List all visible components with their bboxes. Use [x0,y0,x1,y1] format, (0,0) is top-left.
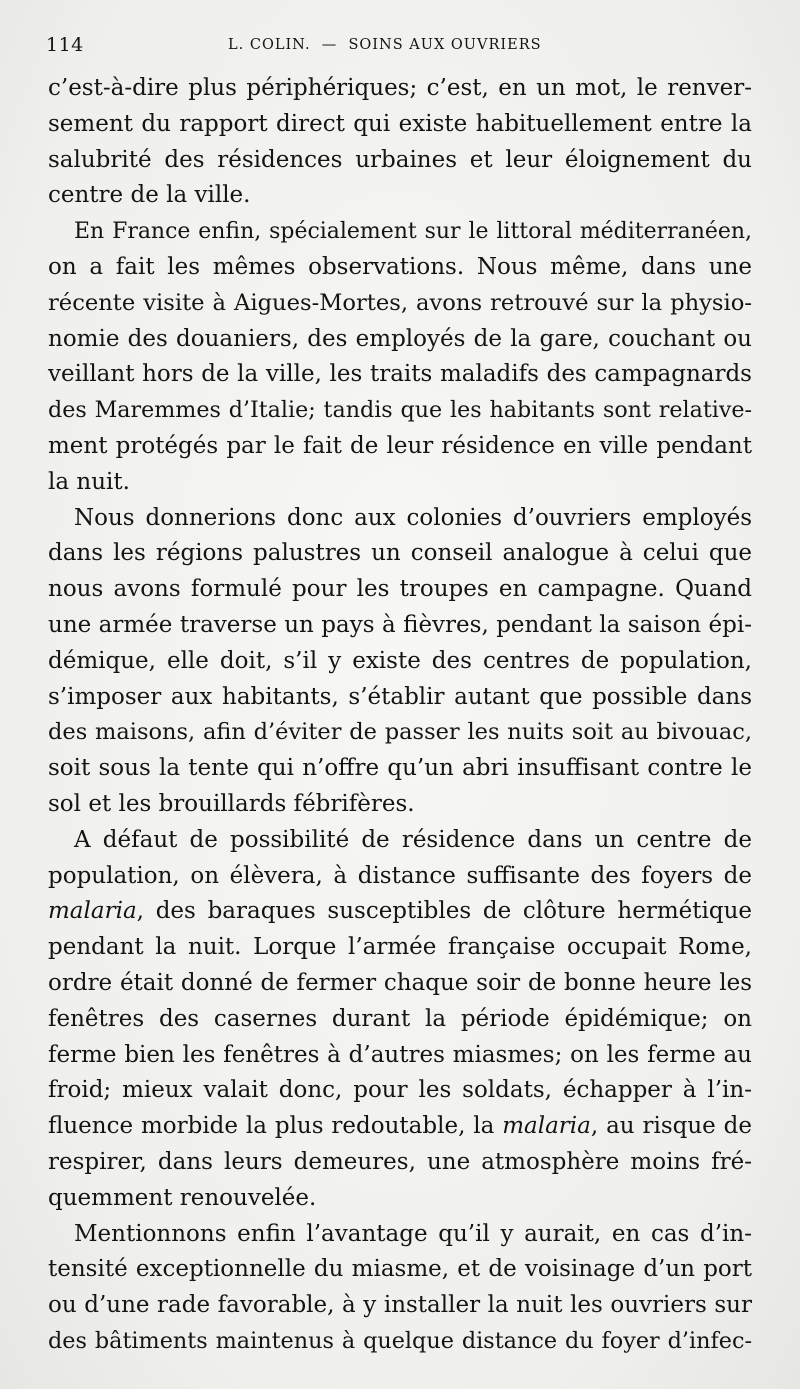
text-line: ou d’une rade favorable, à y installer la nuit les ouvriers sur [48,1292,752,1319]
text-line: on a fait les mêmes observations. Nous même, dans une [48,253,752,280]
text-line: sement du rapport direct qui existe habituellement entre la [48,110,752,137]
text-line: salubrité des résidences urbaines et leur éloignement du [48,146,752,173]
running-head: L. COLIN. — SOINS AUX OUVRIERS [228,37,542,53]
text-line: sol et les brouillards fébrifères. [48,790,415,817]
text-line: s’imposer aux habitants, s’établir autant que possible dans [48,683,752,710]
text-line: froid; mieux valait donc, pour les soldats, échapper à l’in- [48,1077,752,1104]
text-line: des Maremmes d’Italie; tandis que les habitants sont relative- [48,397,752,424]
paragraph-5 [48,1217,752,1360]
text-line: des maisons, afin d’éviter de passer les nuits soit au bivouac, [48,719,752,746]
paragraph-2 [48,214,752,500]
text-line: une armée traverse un pays à fièvres, pendant la saison épi- [48,611,752,638]
text-line: quemment renouvelée. [48,1184,317,1211]
text-line: nomie des douaniers, des employés de la gare, couchant ou [48,325,752,352]
text-line: veillant hors de la ville, les traits maladifs des campagnards [48,361,752,388]
text-line: ferme bien les fenêtres à d’autres miasmes; on les ferme au [48,1041,752,1068]
text-line: dans les régions palustres un conseil analogue à celui que [48,540,752,567]
text-line: nous avons formulé pour les troupes en campagne. Quand [48,576,752,603]
text-line: Mentionnons enfin l’avantage qu’il y aurait, en cas d’in- [74,1220,752,1247]
page-header [46,34,746,64]
paragraph-1 [48,71,752,214]
text-line: soit sous la tente qui n’offre qu’un abri insuffisant contre le [48,755,752,782]
text-line: tensité exceptionnelle du miasme, et de voisinage d’un port [48,1256,752,1283]
page-number: 114 [46,34,84,56]
italic-term: malaria [502,1113,591,1140]
text-line: malaria, des baraques susceptibles de clôture hermétique [48,898,752,925]
text-line: des bâtiments maintenus à quelque distance du foyer d’infec- [48,1327,752,1354]
text-line: récente visite à Aigues-Mortes, avons retrouvé sur la physio- [48,289,752,316]
text-line: démique, elle doit, s’il y existe des centres de population, [48,647,752,674]
italic-term: malaria [48,898,137,925]
text-line: pendant la nuit. Lorque l’armée française occupait Rome, [48,934,752,961]
text-line: population, on élèvera, à distance suffisante des foyers de [48,862,752,889]
text-line: ment protégés par le fait de leur résidence en ville pendant [48,432,752,459]
body-text [48,71,752,1360]
text-line: Nous donnerions donc aux colonies d’ouvriers employés [74,504,752,531]
paragraph-4 [48,823,752,1217]
text-line: ordre était donné de fermer chaque soir de bonne heure les [48,969,752,996]
text-line: respirer, dans leurs demeures, une atmosphère moins fré- [48,1148,752,1175]
text-line: A défaut de possibilité de résidence dans un centre de [74,826,752,853]
text-line: la nuit. [48,468,130,495]
text-line: centre de la ville. [48,182,251,209]
text-line: fenêtres des casernes durant la période épidémique; on [48,1005,752,1032]
text-line: fluence morbide la plus redoutable, la malaria, au risque de [48,1113,752,1140]
text-line: En France enfin, spécialement sur le littoral méditerranéen, [74,219,752,245]
text-line: c’est-à-dire plus périphériques; c’est, en un mot, le renver- [48,75,752,101]
paragraph-3 [48,501,752,823]
